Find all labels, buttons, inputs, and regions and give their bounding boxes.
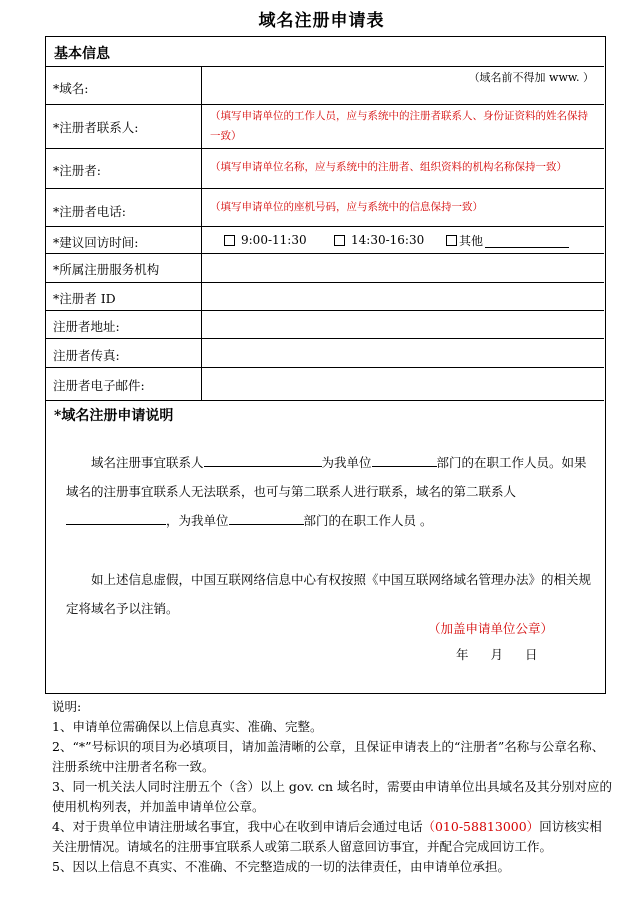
p1-text-a: 域名注册事宜联系人 — [91, 455, 204, 470]
registrant-field[interactable] — [201, 149, 604, 189]
row-registrant-id — [46, 282, 604, 311]
callback-phone: （010-58813000） — [422, 819, 540, 834]
address-field[interactable] — [201, 311, 604, 339]
note-item-5: 5、因以上信息不真实、不准确、不完整造成的一切的法律责任，由申请单位承担。 — [52, 859, 510, 874]
stamp-note: （加盖申请单位公章） — [428, 621, 554, 636]
domain-note: （域名前不得加 www. ） — [468, 71, 594, 84]
domain-field[interactable] — [201, 67, 604, 105]
p1-text-c: 部门的在职工作人员。如果域名的注册事宜联系人无法联系，也可与第二联系人进行联系，域名的第二联系人 — [66, 455, 587, 499]
row-callback — [46, 226, 604, 254]
explanation-paragraph-1 — [66, 448, 596, 535]
option-morning-label: 9:00-11:30 — [241, 233, 307, 247]
contact-hint: （填写申请单位的工作人员，应与系统中的注册者联系人、身份证资料的姓名保持一致） — [210, 110, 588, 142]
callback-options — [201, 227, 604, 254]
p1-text-b: 为我单位 — [321, 455, 372, 470]
p1-text-d: ，为我单位 — [166, 513, 229, 528]
row-fax — [46, 338, 604, 368]
contact-field[interactable] — [201, 105, 604, 149]
row-email — [46, 367, 604, 401]
checkbox-icon[interactable] — [224, 235, 235, 246]
registrant-id-field[interactable] — [201, 283, 604, 311]
label-registrant-id: *注册者 ID — [53, 291, 116, 306]
row-registrar — [46, 253, 604, 283]
note-item-2: 2、“*”号标识的项目为必填项目，请加盖清晰的公章，且保证申请表上的“注册者”名称与公章名称、注册系统中注册者名称一致。 — [52, 739, 605, 774]
department-blank-1[interactable] — [372, 452, 437, 467]
email-field[interactable] — [201, 368, 604, 401]
label-fax: 注册者传真: — [53, 348, 120, 363]
label-registrant: *注册者: — [53, 163, 101, 178]
note-item-1: 1、申请单位需确保以上信息真实、准确、完整。 — [52, 719, 323, 734]
registrant-hint: （填写申请单位名称，应与系统中的注册者、组织资料的机构名称保持一致） — [210, 161, 567, 173]
option-other[interactable] — [446, 227, 569, 253]
date-line: 年 月 日 — [456, 647, 538, 662]
note-4-text-a: 4、对于贵单位申请注册域名事宜，我中心在收到申请后会通过电话 — [52, 819, 423, 834]
phone-field[interactable] — [201, 189, 604, 227]
label-domain: *域名: — [53, 81, 89, 96]
label-phone: *注册者电话: — [53, 204, 126, 219]
explanation-section — [46, 400, 604, 401]
label-registrar: *所属注册服务机构 — [53, 262, 160, 277]
application-form — [45, 36, 606, 694]
option-afternoon[interactable] — [334, 227, 424, 253]
second-contact-blank[interactable] — [66, 510, 166, 525]
option-morning[interactable] — [224, 227, 307, 253]
checkbox-icon[interactable] — [446, 235, 457, 246]
row-registrant — [46, 148, 604, 189]
department-blank-2[interactable] — [229, 510, 304, 525]
notes-section — [52, 697, 612, 877]
contact-name-blank[interactable] — [204, 452, 322, 467]
label-contact: *注册者联系人: — [53, 120, 139, 135]
registrar-field[interactable] — [201, 254, 604, 283]
other-time-blank[interactable] — [485, 233, 569, 248]
form-title: 域名注册申请表 — [258, 11, 385, 31]
row-contact — [46, 104, 604, 149]
fax-field[interactable] — [201, 339, 604, 368]
note-item-4 — [52, 817, 612, 857]
checkbox-icon[interactable] — [334, 235, 345, 246]
row-address — [46, 310, 604, 339]
explanation-heading: *域名注册申请说明 — [54, 408, 174, 424]
option-afternoon-label: 14:30-16:30 — [351, 233, 425, 247]
label-callback: *建议回访时间: — [53, 235, 139, 250]
basic-info-heading: 基本信息 — [54, 46, 110, 62]
p1-text-e: 部门的在职工作人员 。 — [303, 513, 433, 528]
note-item-3: 3、同一机关法人同时注册五个（含）以上 gov. cn 域名时，需要由申请单位出具域名及其分别对应的使用机构列表，并加盖申请单位公章。 — [52, 779, 613, 814]
label-email: 注册者电子邮件: — [53, 378, 145, 393]
row-phone — [46, 188, 604, 227]
note-4-text-b: 回访核实相关注册情况。请域名的注册事宜联系人或第二联系人留意回访事宜，并配合完成回访工作。 — [52, 819, 602, 854]
option-other-label: 其他 — [459, 233, 484, 248]
label-address: 注册者地址: — [53, 319, 120, 334]
notes-heading: 说明: — [52, 699, 82, 714]
row-domain — [46, 66, 604, 105]
phone-hint: （填写申请单位的座机号码，应与系统中的信息保持一致） — [210, 201, 483, 213]
explanation-paragraph-2: 如上述信息虚假，中国互联网络信息中心有权按照《中国互联网络域名管理办法》的相关规定将域名予以注销。 — [66, 572, 592, 616]
